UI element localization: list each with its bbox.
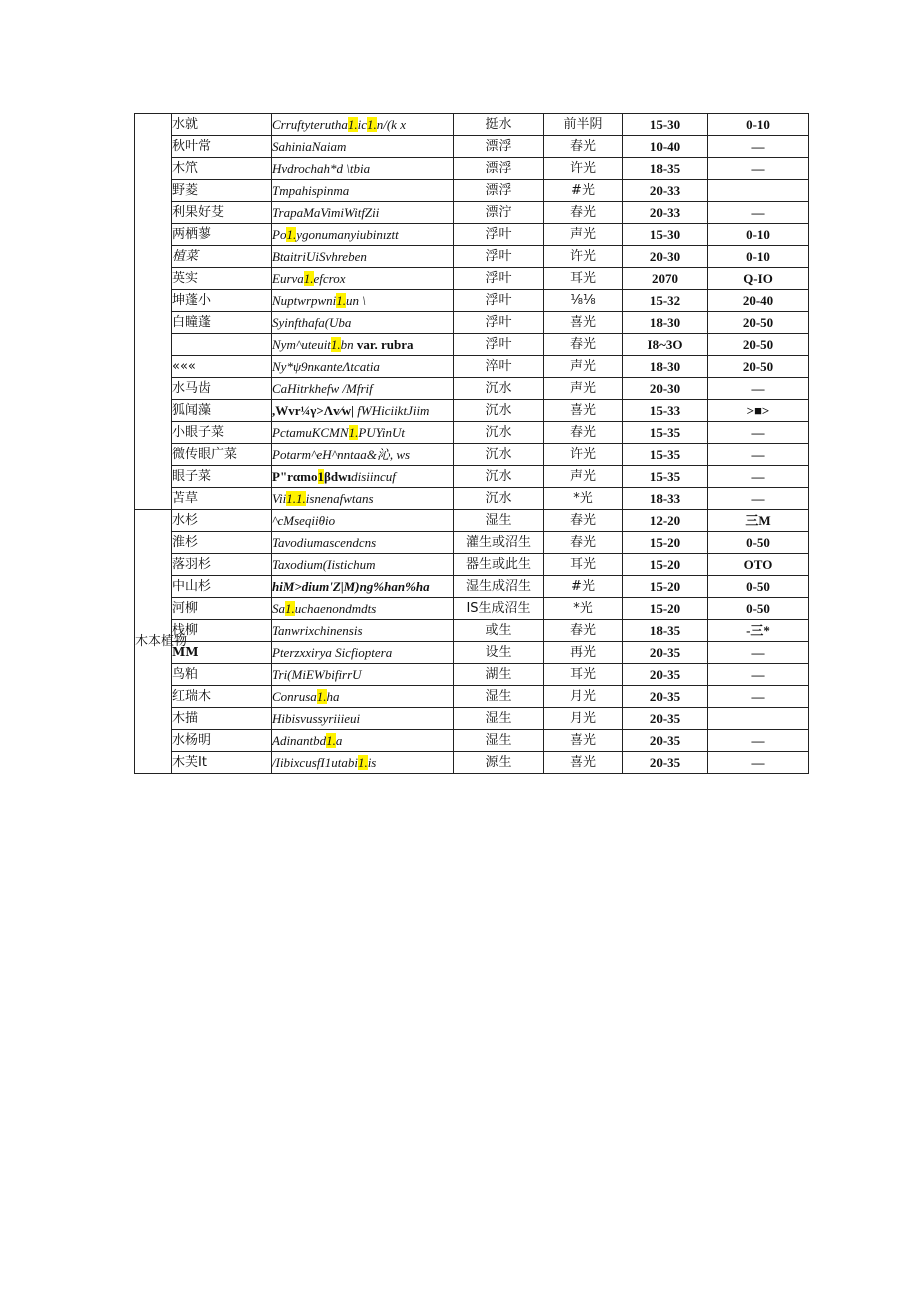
life-form: IS生成沼生 — [454, 598, 544, 620]
light-need: 春光 — [544, 620, 623, 642]
life-form: 漂浮 — [454, 180, 544, 202]
temperature: 12-20 — [623, 510, 708, 532]
temperature: 15-30 — [623, 224, 708, 246]
plant-name: ««« — [172, 356, 272, 378]
scientific-name: Nuptwrpwni1.un \ — [272, 290, 454, 312]
plant-name: 水杉 — [172, 510, 272, 532]
category-cell — [135, 114, 172, 510]
table-row — [135, 422, 809, 444]
table-row — [135, 466, 809, 488]
temperature: 20-35 — [623, 686, 708, 708]
water-depth — [708, 708, 809, 730]
light-need: #光 — [544, 576, 623, 598]
light-need: 声光 — [544, 378, 623, 400]
table-row — [135, 180, 809, 202]
temperature: 15-20 — [623, 598, 708, 620]
scientific-name: Po1.ygonumanyiubinıztt — [272, 224, 454, 246]
life-form: 湿生 — [454, 510, 544, 532]
table-row — [135, 554, 809, 576]
light-need: 春光 — [544, 202, 623, 224]
table-row — [135, 378, 809, 400]
light-need: 声光 — [544, 356, 623, 378]
light-need: 声光 — [544, 466, 623, 488]
plant-name: 眼子菜 — [172, 466, 272, 488]
life-form: 湿生成沼生 — [454, 576, 544, 598]
life-form: 沉水 — [454, 378, 544, 400]
scientific-name: Tri(MiEWbifirrU — [272, 664, 454, 686]
scientific-name: Pterzxxirya Sicfioptera — [272, 642, 454, 664]
scientific-name: ^cMseqiiθio — [272, 510, 454, 532]
plant-name: 水就 — [172, 114, 272, 136]
plant-name: 栈柳 — [172, 620, 272, 642]
scientific-name: Hibisvussyriiieui — [272, 708, 454, 730]
temperature: 2070 — [623, 268, 708, 290]
water-depth: 0-10 — [708, 114, 809, 136]
water-depth: -三* — [708, 620, 809, 642]
scientific-name: hiM>dium'Z|M)ng%han%ha — [272, 576, 454, 598]
light-need: 春光 — [544, 136, 623, 158]
plant-name: 木笊 — [172, 158, 272, 180]
highlight-mark: 1. — [336, 293, 347, 308]
water-depth: — — [708, 730, 809, 752]
water-depth: — — [708, 466, 809, 488]
light-need: 耳光 — [544, 554, 623, 576]
table-row — [135, 532, 809, 554]
life-form: 沉水 — [454, 488, 544, 510]
scientific-name: Taxodium(Iistichum — [272, 554, 454, 576]
life-form: 灌生或沼生 — [454, 532, 544, 554]
plant-name: 水马齿 — [172, 378, 272, 400]
temperature: 20-35 — [623, 642, 708, 664]
water-depth: 20-40 — [708, 290, 809, 312]
plant-name: 中山杉 — [172, 576, 272, 598]
water-depth: — — [708, 378, 809, 400]
scientific-name: Crruftyteruthа1.ic1.n/(k x — [272, 114, 454, 136]
scientific-name: /IibixcusfI1utabi1.is — [272, 752, 454, 774]
light-need: 耳光 — [544, 268, 623, 290]
table-row — [135, 708, 809, 730]
category-cell: 木本植物 — [135, 510, 172, 774]
temperature: 20-33 — [623, 180, 708, 202]
plant-name: 水杨明 — [172, 730, 272, 752]
plant-name: 小眼子菜 — [172, 422, 272, 444]
life-form: 漂浮 — [454, 136, 544, 158]
scientific-name: ,Wvr¼γ>Λv⁄w| fWHiciiktJiim — [272, 400, 454, 422]
water-depth: — — [708, 752, 809, 774]
highlight-mark: 1. — [303, 271, 314, 286]
temperature: 20-33 — [623, 202, 708, 224]
water-depth: 0-10 — [708, 224, 809, 246]
table-row — [135, 312, 809, 334]
scientific-name: BtaitriUiSvhreben — [272, 246, 454, 268]
life-form: 漂浮 — [454, 158, 544, 180]
life-form: 湖生 — [454, 664, 544, 686]
temperature: 15-20 — [623, 554, 708, 576]
temperature: I8~3O — [623, 334, 708, 356]
light-need: 声光 — [544, 224, 623, 246]
life-form: 湿生 — [454, 708, 544, 730]
highlight-mark: 1. — [285, 601, 295, 616]
life-form: 淬叶 — [454, 356, 544, 378]
plant-name: 淮杉 — [172, 532, 272, 554]
table-row — [135, 202, 809, 224]
water-depth: — — [708, 202, 809, 224]
scientific-name: SahiniaNaiam — [272, 136, 454, 158]
table-row — [135, 400, 809, 422]
light-need: 月光 — [544, 708, 623, 730]
life-form: 源生 — [454, 752, 544, 774]
highlight-mark: 1. — [326, 733, 336, 748]
table-row — [135, 642, 809, 664]
temperature: 15-20 — [623, 576, 708, 598]
plant-name: 落羽杉 — [172, 554, 272, 576]
life-form: 浮叶 — [454, 312, 544, 334]
temperature: 15-32 — [623, 290, 708, 312]
scientific-name: P"rαmo1βdwıdisiincuf — [272, 466, 454, 488]
light-need: 耳光 — [544, 664, 623, 686]
light-need: #光 — [544, 180, 623, 202]
scientific-name: Eurva1.efcrox — [272, 268, 454, 290]
temperature: 20-30 — [623, 246, 708, 268]
water-depth: >■> — [708, 400, 809, 422]
water-depth: — — [708, 664, 809, 686]
scientific-name: Potarm^eH^nntaa&沁, ws — [272, 444, 454, 466]
water-depth — [708, 180, 809, 202]
table-row — [135, 488, 809, 510]
light-need: 前半阴 — [544, 114, 623, 136]
life-form: 或生 — [454, 620, 544, 642]
table-row — [135, 752, 809, 774]
life-form: 沉水 — [454, 444, 544, 466]
table-row — [135, 334, 809, 356]
plant-name: 白瞳蓬 — [172, 312, 272, 334]
water-depth: 20-50 — [708, 356, 809, 378]
temperature: 18-33 — [623, 488, 708, 510]
temperature: 15-20 — [623, 532, 708, 554]
light-need: 许光 — [544, 246, 623, 268]
life-form: 湿生 — [454, 686, 544, 708]
scientific-name: Tavodiumascendcns — [272, 532, 454, 554]
life-form: 浮叶 — [454, 224, 544, 246]
table-row — [135, 224, 809, 246]
table-row — [135, 268, 809, 290]
highlight-mark: 1. — [366, 117, 377, 132]
light-need: 喜光 — [544, 730, 623, 752]
life-form: 沉水 — [454, 400, 544, 422]
highlight-mark: 1. — [330, 337, 341, 352]
scientific-name: CaHitrkhefw /Mfrif — [272, 378, 454, 400]
highlight-mark: 1. — [316, 689, 327, 704]
life-form: 浮叶 — [454, 334, 544, 356]
water-depth: OTO — [708, 554, 809, 576]
plant-name: 木芙It — [172, 752, 272, 774]
light-need: ⅛⅛ — [544, 290, 623, 312]
table-row — [135, 290, 809, 312]
scientific-name: PctamuKCMN1.PUYinUt — [272, 422, 454, 444]
plant-name: 河柳 — [172, 598, 272, 620]
highlight-mark: 1. — [348, 425, 359, 440]
table-row — [135, 444, 809, 466]
water-depth: — — [708, 686, 809, 708]
temperature: 15-33 — [623, 400, 708, 422]
temperature: 20-35 — [623, 664, 708, 686]
table-row — [135, 510, 809, 532]
life-form: 浮叶 — [454, 290, 544, 312]
plant-name: 野菱 — [172, 180, 272, 202]
life-form: 浮叶 — [454, 268, 544, 290]
plant-name: 苫草 — [172, 488, 272, 510]
plant-name: 狐闻藻 — [172, 400, 272, 422]
table-row — [135, 356, 809, 378]
water-depth: 0-50 — [708, 532, 809, 554]
water-depth: — — [708, 488, 809, 510]
plant-table-body — [135, 114, 809, 774]
table-row — [135, 158, 809, 180]
plant-name — [172, 334, 272, 356]
scientific-name: Hvdrochah*d \tbia — [272, 158, 454, 180]
life-form: 挺水 — [454, 114, 544, 136]
light-need: 春光 — [544, 510, 623, 532]
scientific-name: Conrusa1.ha — [272, 686, 454, 708]
scientific-name: Tmpahispinma — [272, 180, 454, 202]
water-depth: 0-50 — [708, 576, 809, 598]
water-depth: Q-IO — [708, 268, 809, 290]
temperature: 15-30 — [623, 114, 708, 136]
table-row — [135, 730, 809, 752]
scientific-name: Tanwrixchinensis — [272, 620, 454, 642]
plant-table — [134, 113, 809, 774]
temperature: 20-30 — [623, 378, 708, 400]
table-row — [135, 598, 809, 620]
table-row — [135, 664, 809, 686]
light-need: 春光 — [544, 532, 623, 554]
life-form: 湿生 — [454, 730, 544, 752]
water-depth: — — [708, 422, 809, 444]
highlight-mark: 1. — [347, 117, 358, 132]
scientific-name: Sa1.uchaenondmdts — [272, 598, 454, 620]
light-need: 喜光 — [544, 400, 623, 422]
water-depth: — — [708, 444, 809, 466]
plant-name: 木描 — [172, 708, 272, 730]
temperature: 15-35 — [623, 422, 708, 444]
light-need: 再光 — [544, 642, 623, 664]
temperature: 10-40 — [623, 136, 708, 158]
scientific-name: Vii1.1.isnenafwtans — [272, 488, 454, 510]
water-depth: 20-50 — [708, 334, 809, 356]
highlight-mark: 1 — [317, 469, 325, 484]
light-need: *光 — [544, 488, 623, 510]
life-form: 设生 — [454, 642, 544, 664]
water-depth: — — [708, 136, 809, 158]
table-row — [135, 576, 809, 598]
water-depth: 三M — [708, 510, 809, 532]
table-row — [135, 246, 809, 268]
highlight-mark: 1.1. — [286, 491, 306, 506]
light-need: 喜光 — [544, 312, 623, 334]
life-form: 沉水 — [454, 466, 544, 488]
highlight-mark: 1. — [286, 227, 297, 242]
life-form: 沉水 — [454, 422, 544, 444]
plant-name: 微传眼广菜 — [172, 444, 272, 466]
temperature: 18-35 — [623, 158, 708, 180]
plant-name: 英实 — [172, 268, 272, 290]
temperature: 18-35 — [623, 620, 708, 642]
water-depth: — — [708, 642, 809, 664]
table-row — [135, 114, 809, 136]
scientific-name: Ny*ψ9nкanteΛtcatia — [272, 356, 454, 378]
light-need: 春光 — [544, 334, 623, 356]
water-depth: 0-50 — [708, 598, 809, 620]
water-depth: — — [708, 158, 809, 180]
plant-name: 秋叶常 — [172, 136, 272, 158]
life-form: 浮叶 — [454, 246, 544, 268]
plant-name: 两栖蓼 — [172, 224, 272, 246]
life-form: 器生或此生 — [454, 554, 544, 576]
water-depth: 0-10 — [708, 246, 809, 268]
life-form: 漂泞 — [454, 202, 544, 224]
temperature: 20-35 — [623, 752, 708, 774]
scientific-name: Adinantbd1.a — [272, 730, 454, 752]
light-need: 许光 — [544, 444, 623, 466]
scientific-name: TrapaMaVimiWitfZii — [272, 202, 454, 224]
light-need: 月光 — [544, 686, 623, 708]
table-row — [135, 686, 809, 708]
temperature: 20-35 — [623, 708, 708, 730]
light-need: *光 — [544, 598, 623, 620]
plant-name: 坤蓬小 — [172, 290, 272, 312]
temperature: 20-35 — [623, 730, 708, 752]
light-need: 春光 — [544, 422, 623, 444]
plant-name: 利果好芟 — [172, 202, 272, 224]
plant-name: 红瑞木 — [172, 686, 272, 708]
water-depth: 20-50 — [708, 312, 809, 334]
plant-name: 鸟粕 — [172, 664, 272, 686]
temperature: 18-30 — [623, 312, 708, 334]
table-row — [135, 136, 809, 158]
light-need: 喜光 — [544, 752, 623, 774]
table-row — [135, 620, 809, 642]
plant-name: 植菜 — [172, 246, 272, 268]
highlight-mark: 1. — [357, 755, 368, 770]
scientific-name: Syinfthafa(Uba — [272, 312, 454, 334]
light-need: 许光 — [544, 158, 623, 180]
scientific-name: Nym^uteuit1.bn var. rubra — [272, 334, 454, 356]
temperature: 15-35 — [623, 466, 708, 488]
plant-name: MM — [172, 642, 272, 664]
temperature: 18-30 — [623, 356, 708, 378]
temperature: 15-35 — [623, 444, 708, 466]
